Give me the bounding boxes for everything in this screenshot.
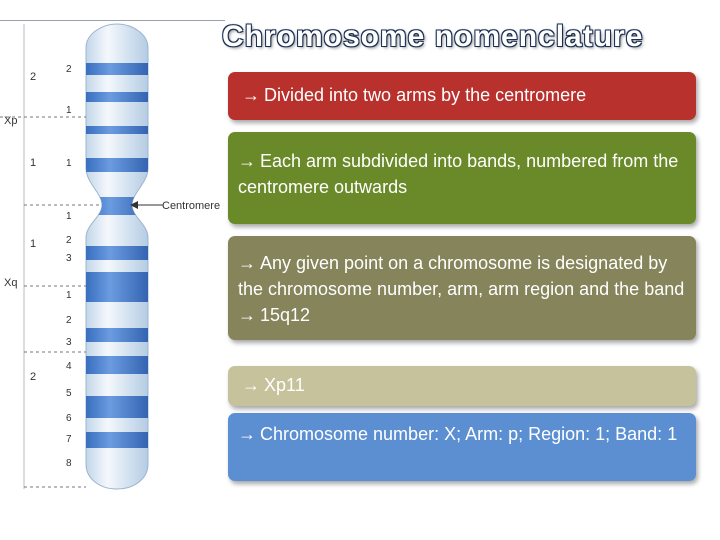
arrow-icon: → [238, 305, 256, 325]
band-label: 3 [66, 253, 72, 264]
band-label: 5 [66, 388, 72, 399]
band-label: 1 [66, 158, 72, 169]
info-box-bands [228, 132, 696, 224]
band-label: 8 [66, 458, 72, 469]
band-label: 1 [66, 211, 72, 222]
arrow-icon: → [238, 253, 256, 273]
info-box-designation [228, 236, 696, 340]
chromosome-band [80, 63, 155, 75]
band-label: 2 [66, 315, 72, 326]
band-label: 3 [66, 337, 72, 348]
region-label: 2 [30, 71, 37, 83]
arrow-icon: → [242, 85, 260, 105]
chromosome-band [80, 126, 155, 134]
chromosome-diagram [0, 22, 225, 492]
arrow-icon: → [238, 151, 256, 171]
chromosome-band [80, 396, 155, 418]
arrow-icon: → [242, 375, 260, 395]
band-label: 2 [66, 64, 72, 75]
info-box-breakdown [228, 413, 696, 481]
p-arm-label: Xp [4, 115, 18, 127]
region-label: 1 [30, 157, 37, 169]
chromosome-band [80, 356, 155, 374]
centromere-label: Centromere [162, 200, 221, 212]
chromosome-band [80, 432, 155, 448]
q-arm-label: Xq [4, 277, 18, 289]
region-label: 2 [30, 371, 37, 383]
band-label: 7 [66, 434, 72, 445]
band-label: 6 [66, 413, 72, 424]
chromosome-band [80, 158, 155, 172]
info-box-example [228, 366, 696, 406]
example-text: 15q12 [260, 305, 311, 325]
info-box-centromere [228, 72, 696, 120]
header-rule [0, 20, 225, 21]
chromosome-band [80, 328, 155, 342]
box-text: Each arm subdivided into bands, numbered from the centromere outwards [238, 151, 679, 197]
band-label: 4 [66, 361, 72, 372]
band-label: 1 [66, 105, 72, 116]
box-text: Xp11 [264, 375, 305, 395]
chromosome-band [80, 246, 155, 260]
chromosome-band [80, 92, 155, 102]
chromosome-band [80, 272, 155, 302]
box-text: Any given point on a chromosome is designated by the chromosome number, arm, arm region and the band [238, 253, 685, 299]
band-label: 1 [66, 290, 72, 301]
band-label: 2 [66, 235, 72, 246]
arrow-icon: → [238, 424, 256, 444]
region-label: 1 [30, 238, 37, 250]
box-text: Divided into two arms by the centromere [264, 85, 587, 105]
box-text: Chromosome number: X; Arm: p; Region: 1; Band: 1 [260, 424, 678, 444]
centromere-band [80, 197, 155, 215]
page-title: Chromosome nomenclature [222, 20, 644, 53]
